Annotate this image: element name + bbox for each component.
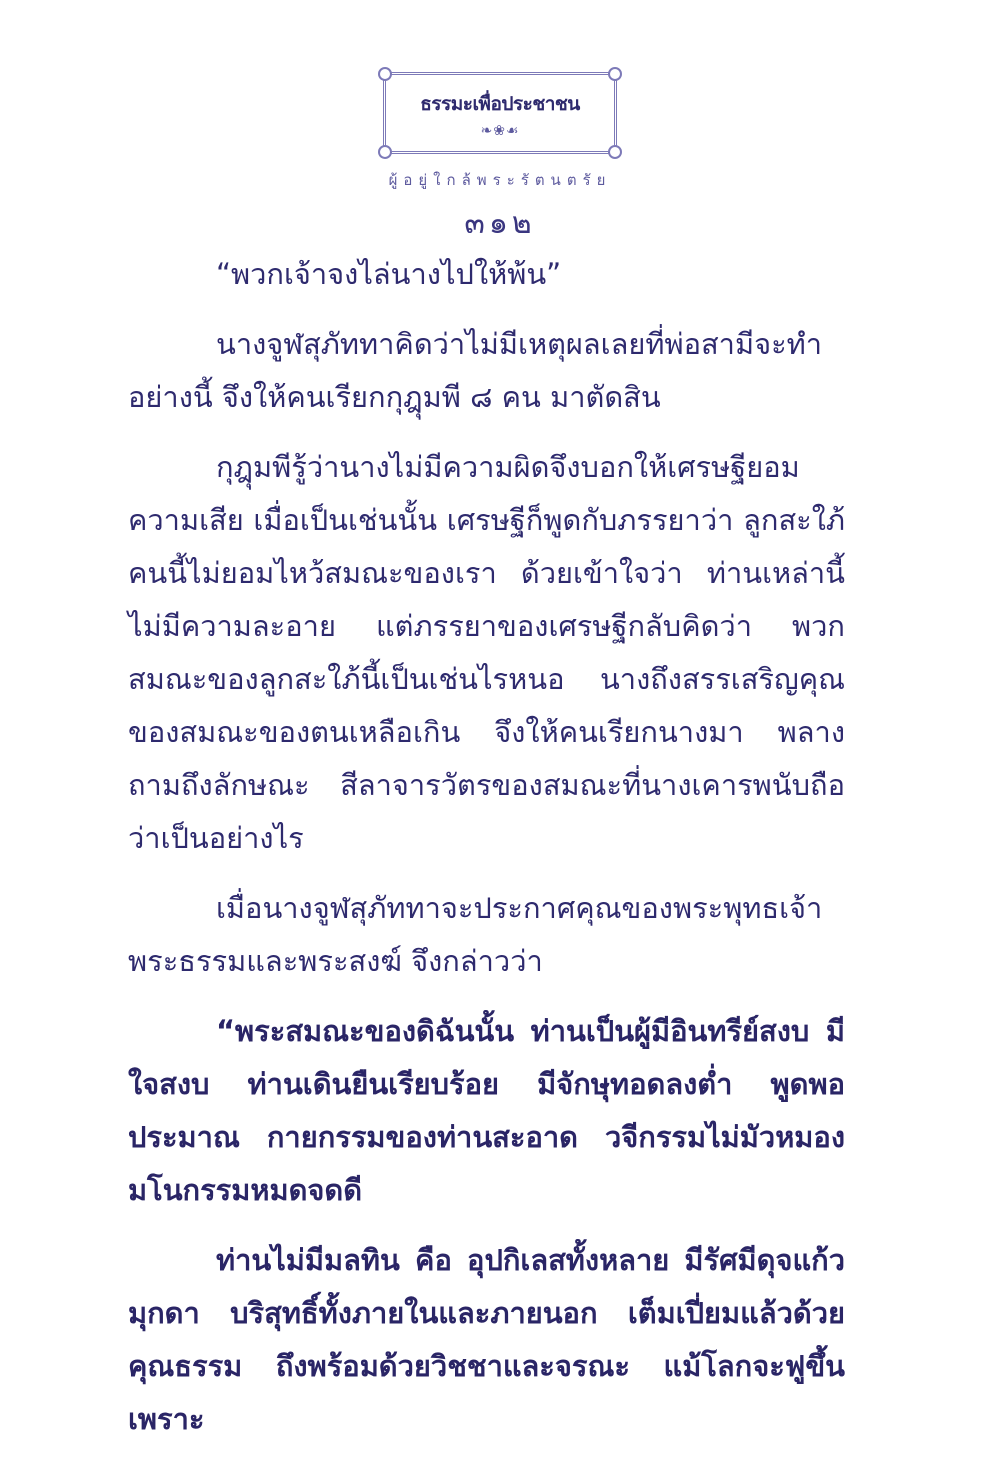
quoted-paragraph: “พระสมณะของดิฉันนั้น ท่านเป็นผู้มีอินทรีย์สงบ มีใจสงบ ท่านเดินยืนเรียบร้อย มีจักษุทอดลงต่ำ พูดพอประมาณ กายกรรมของท่านสะอาด วจีกรรมไม่มัวหมอง มโนกรรมหมดจดดี (128, 1014, 845, 1207)
flourish-icon: ❧❀☙ (480, 123, 520, 139)
paragraph: กุฎุมพีรู้ว่านางไม่มีความผิดจึงบอกให้เศรษฐียอมความเสีย เมื่อเป็นเช่นนั้น เศรษฐีก็พูดกับภรรยาว่า ลูกสะใภ้คนนี้ไม่ยอมไหว้สมณะของเรา ด้วยเข้าใจว่า ท่านเหล่านี้ไม่มีความละอาย แต่ภรรยาของเศรษฐีกลับคิดว่า พวกสมณะของลูกสะใภ้นี้เป็นเช่นไรหนอ นางถึงสรรเสริญคุณของสมณะของตนเหลือเกิน จึงให้คนเรียกนางมา พลางถามถึงลักษณะ สีลาจารวัตรของสมณะที่นางเคารพนับถือว่าเป็นอย่างไร (128, 450, 845, 855)
logo-title: ธรรมะเพื่อประชาชน (420, 93, 580, 115)
paragraph: นางจูฬสุภัททาคิดว่าไม่มีเหตุผลเลยที่พ่อสามีจะทำอย่างนี้ จึงให้คนเรียกกุฎุมพี ๘ คน มาตัดสิน (128, 327, 823, 414)
paragraph: “พวกเจ้าจงไล่นางไปให้พ้น” (216, 257, 562, 291)
page-body (128, 248, 845, 1463)
quoted-paragraph: ท่านไม่มีมลทิน คือ อุปกิเลสทั้งหลาย มีรัศมีดุจแก้วมุกดา บริสุทธิ์ทั้งภายในและภายนอก เต็มเปี่ยมแล้วด้วยคุณธรรม ถึงพร้อมด้วยวิชชาและจรณะ แม้โลกจะฟูขึ้นเพราะ (128, 1243, 845, 1436)
book-subtitle: ผู้อยู่ใกล้พระรัตนตรัย (388, 171, 612, 189)
page-header (0, 72, 1000, 247)
book-series-logo (383, 72, 617, 154)
page-number: ๓๑๒ (464, 206, 536, 241)
paragraph: เมื่อนางจูฬสุภัททาจะประกาศคุณของพระพุทธเจ้า พระธรรมและพระสงฆ์ จึงกล่าวว่า (128, 891, 823, 978)
logo-corner-ornament (378, 145, 392, 159)
logo-corner-ornament (608, 145, 622, 159)
logo-corner-ornament (608, 67, 622, 81)
logo-corner-ornament (378, 67, 392, 81)
